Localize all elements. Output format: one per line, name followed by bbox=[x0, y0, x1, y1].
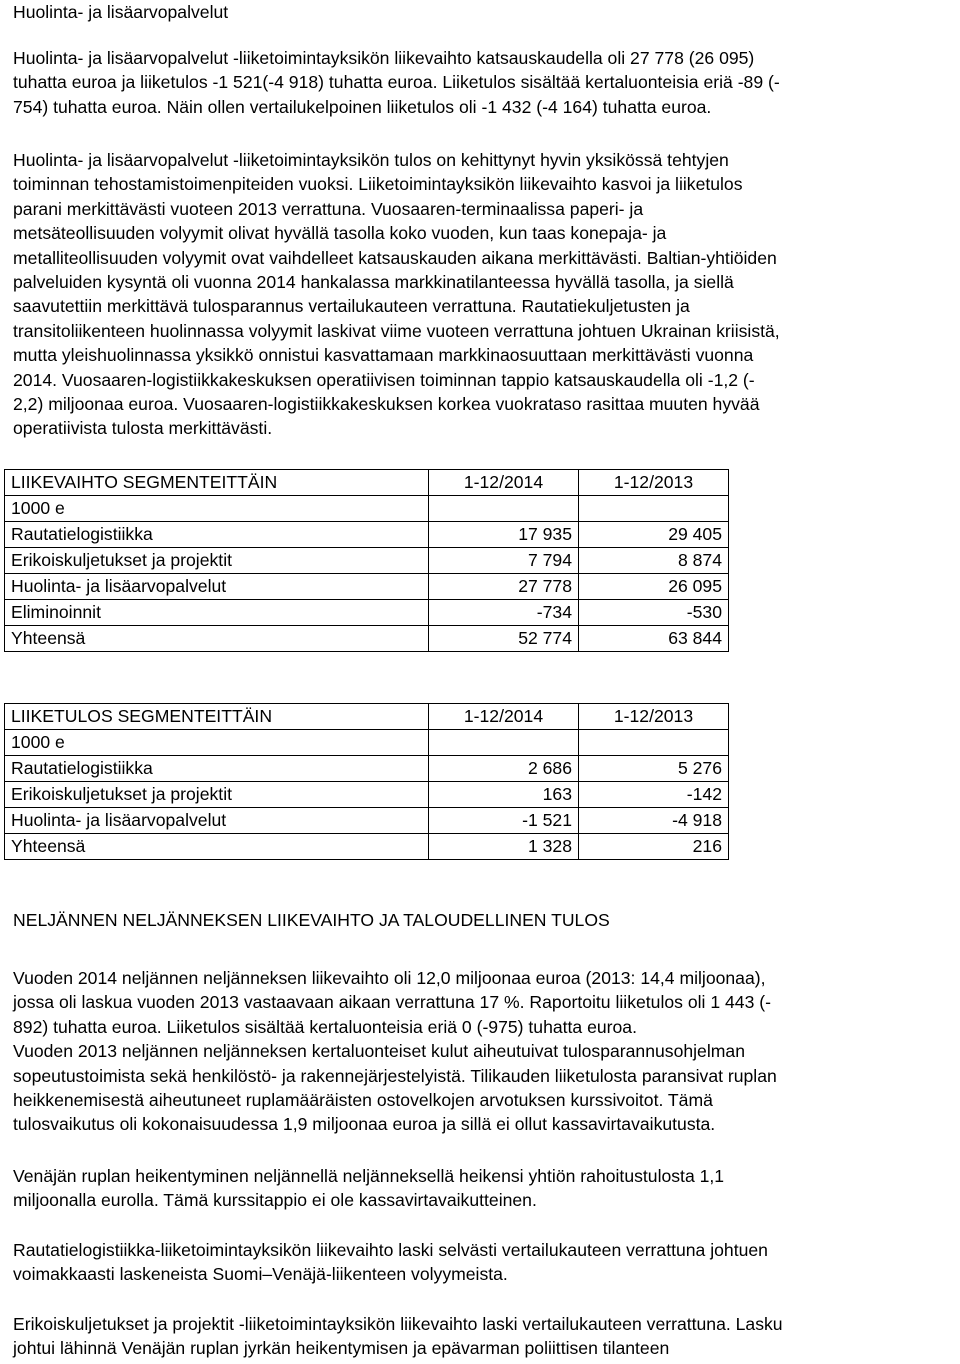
text-line: sopeutustoimista sekä henkilöstö- ja rakennejärjestelyistä. Tilikauden liiketulosta paransivat ruplan bbox=[13, 1065, 777, 1086]
table-row bbox=[5, 756, 729, 782]
table-cell: 26 095 bbox=[579, 574, 729, 600]
text-line: Vuoden 2014 neljännen neljänneksen liikevaihto oli 12,0 miljoonaa euroa (2013: 14,4 miljoonaa), bbox=[13, 968, 766, 988]
table-row bbox=[5, 626, 729, 652]
revenue-by-segment-table bbox=[4, 469, 729, 652]
table-row bbox=[5, 548, 729, 574]
text-line: johtui lähinnä Venäjän ruplan jyrkän heikentymisen ja epävarman poliittisen tilanteen bbox=[13, 1338, 670, 1359]
text-line: 892) tuhatta euroa. Liiketulos sisältää kertaluonteisia eriä 0 (-975) tuhatta euroa. bbox=[13, 1016, 637, 1037]
table-unit-row bbox=[5, 730, 729, 756]
text-line: toiminnan tehostamistoimenpiteiden vuoksi. Liiketoimintayksikön liikevaihto kasvoi ja liiketulos bbox=[13, 174, 743, 195]
table-header-cell: LIIKETULOS SEGMENTEITTÄIN bbox=[5, 704, 429, 730]
text-line: heikkenemisestä aiheutuneet ruplamääräisten ostovelkojen arvotuksen kurssivoitot. Tämä bbox=[13, 1090, 713, 1111]
text-line: tulosvaikutus oli kokonaisuudessa 1,9 miljoonaa euroa ja sillä ei ollut kassavirtavaikutusta. bbox=[13, 1114, 716, 1135]
text-line: palveluiden kysyntä oli vuonna 2014 hankalassa markkinatilanteessa hyvällä tasolla, ja siellä bbox=[13, 272, 734, 293]
text-line: Huolinta- ja lisäarvopalvelut -liiketoimintayksikön liikevaihto katsauskaudella oli 27 778 (26 095) bbox=[13, 48, 755, 68]
table-row bbox=[5, 600, 729, 626]
paragraph-huolinta-details bbox=[13, 148, 957, 441]
table-header-cell: 1-12/2013 bbox=[579, 704, 729, 730]
table-header-cell: LIIKEVAIHTO SEGMENTEITTÄIN bbox=[5, 470, 429, 496]
text-line: Vuoden 2013 neljännen neljänneksen kertaluonteiset kulut aiheutuivat tulosparannusohjelman bbox=[13, 1041, 745, 1062]
table-row bbox=[5, 808, 729, 834]
table-cell bbox=[429, 730, 579, 756]
table-header-row bbox=[5, 704, 729, 730]
text-line: 2,2) miljoonaa euroa. Vuosaaren-logistiikkakeskuksen korkea vuokrataso rasittaa muuten hyvää bbox=[13, 394, 760, 415]
table-row bbox=[5, 834, 729, 860]
text-line: Rautatielogistiikka-liiketoimintayksikön liikevaihto laski selvästi vertailukauteen verrattuna johtuen bbox=[13, 1240, 768, 1260]
table-cell: Yhteensä bbox=[5, 834, 429, 860]
text-line: metalliteollisuuden volyymit ovat vaihdelleet katsauskauden aikana merkittävästi. Baltian-yhtiöiden bbox=[13, 247, 777, 268]
table-cell: 27 778 bbox=[429, 574, 579, 600]
text-line: Erikoiskuljetukset ja projektit -liiketoimintayksikön liikevaihto laski vertailukauteen verrattuna. Lasku bbox=[13, 1314, 783, 1334]
table-cell bbox=[579, 730, 729, 756]
table-header-cell: 1-12/2014 bbox=[429, 704, 579, 730]
text-line: metsäteollisuuden volyymit olivat hyvällä tasolla koko vuoden, kun taas konepaja- ja bbox=[13, 223, 667, 244]
table-cell: Eliminoinnit bbox=[5, 600, 429, 626]
table-row bbox=[5, 522, 729, 548]
text-line: mutta yleishuolinnassa yksikkö onnistui kasvattamaan markkinaosuuttaan merkittävästi vuonna bbox=[13, 345, 754, 366]
table-cell: Erikoiskuljetukset ja projektit bbox=[5, 782, 429, 808]
table-cell: 163 bbox=[429, 782, 579, 808]
text-line: tuhatta euroa ja liiketulos -1 521(-4 918) tuhatta euroa. Liiketulos sisältää kertaluonteisia eriä -89 (- bbox=[13, 72, 780, 93]
table-cell: -734 bbox=[429, 600, 579, 626]
section-heading-q4: NELJÄNNEN NELJÄNNEKSEN LIIKEVAIHTO JA TALOUDELLINEN TULOS bbox=[13, 910, 610, 930]
section-heading-huolinta: Huolinta- ja lisäarvopalvelut bbox=[13, 2, 229, 22]
table-cell: -142 bbox=[579, 782, 729, 808]
table-cell: Erikoiskuljetukset ja projektit bbox=[5, 548, 429, 574]
table-unit-cell: 1000 e bbox=[5, 730, 429, 756]
paragraph-special-transport bbox=[13, 1312, 957, 1361]
table-header-cell: 1-12/2014 bbox=[429, 470, 579, 496]
table-cell bbox=[429, 496, 579, 522]
table-cell: 52 774 bbox=[429, 626, 579, 652]
text-line: jossa oli laskua vuoden 2013 vastaavaan aikaan verrattuna 17 %. Raportoitu liiketulos oli 1 443 (- bbox=[13, 992, 771, 1013]
table-row bbox=[5, 574, 729, 600]
table-header-cell: 1-12/2013 bbox=[579, 470, 729, 496]
table-cell: 29 405 bbox=[579, 522, 729, 548]
paragraph-q4-revenue bbox=[13, 966, 957, 1137]
text-line: saavutettiin merkittävä tulosparannus vertailukauteen verrattuna. Rautatiekuljetusten ja bbox=[13, 296, 690, 317]
text-line: transitoliikenteen huolinnassa volyymit laskivat viime vuoteen verrattuna johtuen Ukrainan kriisistä, bbox=[13, 320, 780, 341]
operating-result-by-segment-table bbox=[4, 703, 729, 860]
table-row bbox=[5, 782, 729, 808]
text-line: operatiivista tulosta merkittävästi. bbox=[13, 418, 273, 439]
table-cell: 17 935 bbox=[429, 522, 579, 548]
text-line: parani merkittävästi vuoteen 2013 verrattuna. Vuosaaren-terminaalissa paperi- ja bbox=[13, 198, 644, 219]
paragraph-ruble-effect bbox=[13, 1164, 957, 1213]
table-cell: Huolinta- ja lisäarvopalvelut bbox=[5, 574, 429, 600]
table-cell: 63 844 bbox=[579, 626, 729, 652]
table-cell: Rautatielogistiikka bbox=[5, 522, 429, 548]
text-line: Huolinta- ja lisäarvopalvelut -liiketoimintayksikön tulos on kehittynyt hyvin yksikössä tehtyjen bbox=[13, 150, 729, 170]
text-line: Venäjän ruplan heikentyminen neljännellä neljänneksellä heikensi yhtiön rahoitustulosta 1,1 bbox=[13, 1166, 725, 1186]
table-cell: 2 686 bbox=[429, 756, 579, 782]
table-cell: 216 bbox=[579, 834, 729, 860]
table-cell: -1 521 bbox=[429, 808, 579, 834]
text-line: 754) tuhatta euroa. Näin ollen vertailukelpoinen liiketulos oli -1 432 (-4 164) tuhatta euroa. bbox=[13, 96, 712, 117]
table-cell bbox=[579, 496, 729, 522]
table-cell: 1 328 bbox=[429, 834, 579, 860]
table-cell: Rautatielogistiikka bbox=[5, 756, 429, 782]
table-unit-cell: 1000 e bbox=[5, 496, 429, 522]
text-line: miljoonalla eurolla. Tämä kurssitappio ei ole kassavirtavaikutteinen. bbox=[13, 1190, 537, 1211]
table-cell: 8 874 bbox=[579, 548, 729, 574]
text-line: voimakkaasti laskeneista Suomi–Venäjä-liikenteen volyymeista. bbox=[13, 1264, 508, 1285]
paragraph-rail-logistics bbox=[13, 1238, 957, 1287]
table-cell: Huolinta- ja lisäarvopalvelut bbox=[5, 808, 429, 834]
table-cell: -4 918 bbox=[579, 808, 729, 834]
table-header-row bbox=[5, 470, 729, 496]
table-cell: -530 bbox=[579, 600, 729, 626]
paragraph-huolinta-summary bbox=[13, 46, 957, 119]
table-unit-row bbox=[5, 496, 729, 522]
table-cell: 7 794 bbox=[429, 548, 579, 574]
table-cell: 5 276 bbox=[579, 756, 729, 782]
text-line: 2014. Vuosaaren-logistiikkakeskuksen operatiivisen toiminnan tappio katsauskaudella oli -1,2 (- bbox=[13, 369, 755, 390]
table-cell: Yhteensä bbox=[5, 626, 429, 652]
